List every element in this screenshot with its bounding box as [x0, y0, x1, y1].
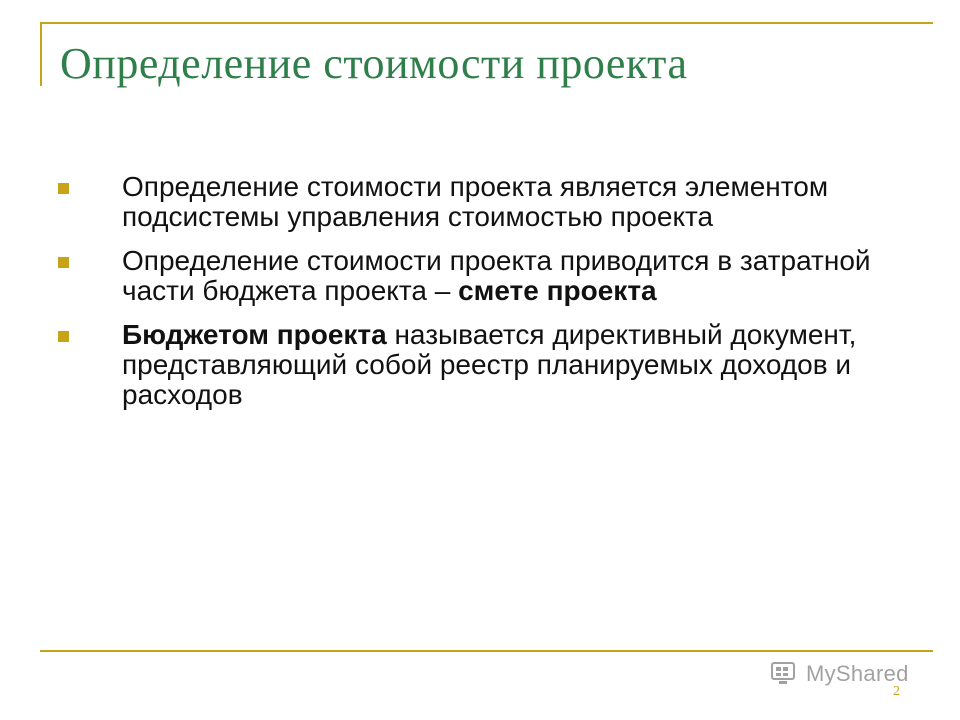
- bullet-square-icon: [58, 183, 69, 194]
- top-rule: [40, 22, 933, 24]
- monitor-icon: [770, 660, 802, 688]
- bullet-item: [58, 320, 898, 410]
- slide-number: 2: [893, 684, 900, 699]
- bullet-text: называется директивный документ, представляющий собой реестр планируемых доходов и расходов: [122, 319, 857, 410]
- watermark-text: MyShared: [806, 661, 909, 686]
- bullet-item: [58, 246, 898, 306]
- bullet-text: Определение стоимости проекта является элементом подсистемы управления стоимостью проекта: [122, 171, 829, 232]
- bullet-square-icon: [58, 257, 69, 268]
- bullet-text-bold: смете проекта: [458, 275, 657, 306]
- bullet-item: [58, 172, 898, 232]
- bottom-rule: [40, 650, 933, 652]
- left-rule: [40, 22, 42, 86]
- bullet-list: [58, 172, 898, 424]
- slide-title: Определение стоимости проекта: [60, 39, 688, 88]
- bullet-square-icon: [58, 331, 69, 342]
- watermark-logo: [770, 660, 909, 688]
- bullet-text: Определение стоимости проекта приводится в затратной части бюджета проекта –: [122, 245, 871, 306]
- bullet-text-bold: Бюджетом проекта: [122, 319, 387, 350]
